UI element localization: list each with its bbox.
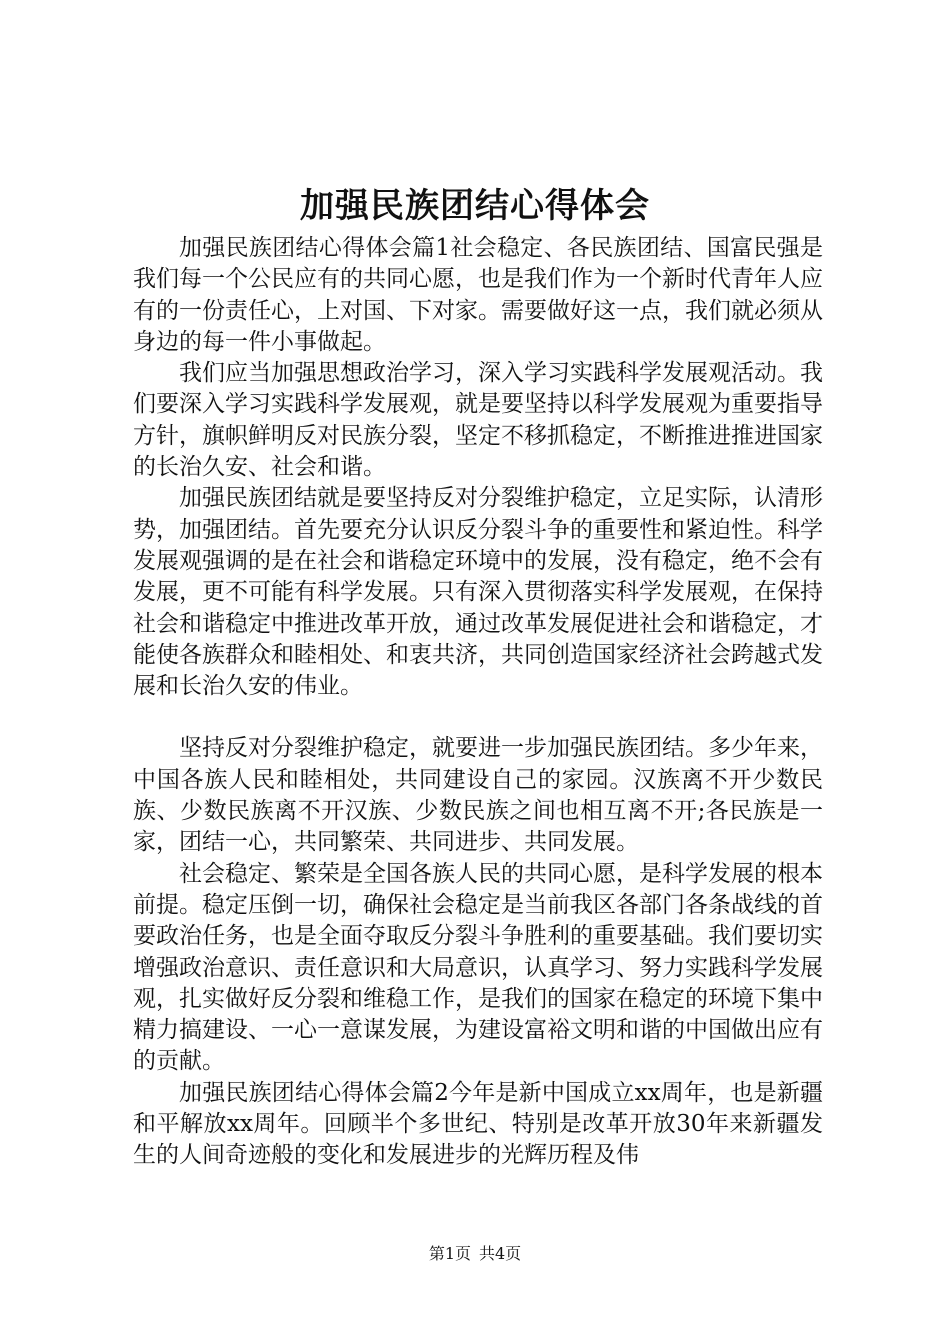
document-body [133,233,823,1172]
paragraph-5: 社会稳定、繁荣是全国各族人民的共同心愿，是科学发展的根本前提。稳定压倒一切，确保社会稳定是当前我区各部门各条战线的首要政治任务，也是全面夺取反分裂斗争胜利的重要基础。我们要切实增强政治意识、责任意识和大局意识，认真学习、努力实践科学发展观，扎实做好反分裂和维稳工作，是我们的国家在稳定的环境下集中精力搞建设、一心一意谋发展，为建设富裕文明和谐的中国做出应有的贡献。 [133,860,823,1075]
paragraph-3: 加强民族团结就是要坚持反对分裂维护稳定，立足实际，认清形势，加强团结。首先要充分认识反分裂斗争的重要性和紧迫性。科学发展观强调的是在社会和谐稳定环境中的发展，没有稳定，绝不会有发展，更不可能有科学发展。只有深入贯彻落实科学发展观，在保持社会和谐稳定中推进改革开放，通过改革发展促进社会和谐稳定，才能使各族群众和睦相处、和衷共济，共同创造国家经济社会跨越式发展和长治久安的伟业。 [133,485,823,700]
page-number-total: 共4页 [479,1244,522,1263]
paragraph-1: 加强民族团结心得体会篇1社会稳定、各民族团结、国富民强是我们每一个公民应有的共同心愿，也是我们作为一个新时代青年人应有的一份责任心，上对国、下对家。需要做好这一点，我们就必须从身边的每一件小事做起。 [133,235,823,355]
paragraph-gap [133,702,823,733]
page-footer [0,1243,950,1265]
paragraph-4: 坚持反对分裂维护稳定，就要进一步加强民族团结。多少年来，中国各族人民和睦相处，共同建设自己的家园。汉族离不开少数民族、少数民族离不开汉族、少数民族之间也相互离不开;各民族是一家，团结一心，共同繁荣、共同进步、共同发展。 [133,735,823,856]
document-title: 加强民族团结心得体会 [300,186,650,226]
paragraph-2: 我们应当加强思想政治学习，深入学习实践科学发展观活动。我们要深入学习实践科学发展观，就是要坚持以科学发展观为重要指导方针，旗帜鲜明反对民族分裂，坚定不移抓稳定，不断推进推进国家的长治久安、社会和谐。 [133,360,823,481]
page-number-current: 第1页 [428,1244,471,1263]
paragraph-6: 加强民族团结心得体会篇2今年是新中国成立xx周年，也是新疆和平解放xx周年。回顾半个多世纪、特别是改革开放30年来新疆发生的人间奇迹般的变化和发展进步的光辉历程及伟 [133,1079,823,1169]
